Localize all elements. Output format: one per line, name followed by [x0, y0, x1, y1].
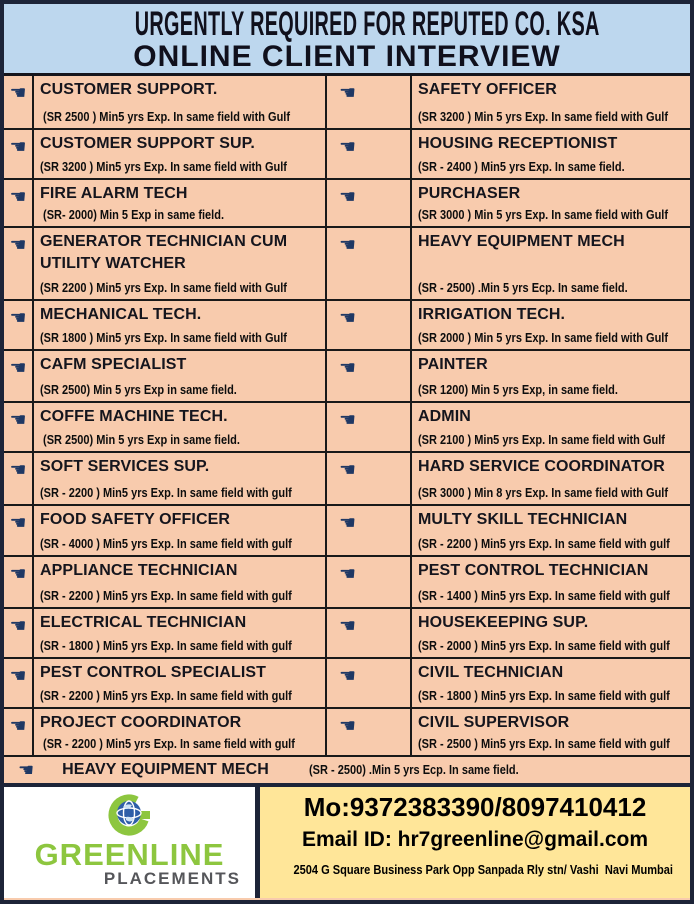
hand-pointer-icon: ☚ [339, 187, 357, 208]
pointer-cell [327, 228, 412, 299]
job-detail: (SR - 2200 ) Min5 yrs Exp. In same field with gulf [40, 589, 292, 603]
hand-pointer-icon: ☚ [339, 308, 357, 329]
job-cell-left [34, 709, 327, 755]
job-cell-right [412, 130, 690, 178]
job-title: CUSTOMER SUPPORT. [40, 81, 218, 98]
poster-header [4, 4, 690, 76]
pointer-cell [327, 351, 412, 401]
hand-pointer-icon: ☚ [339, 616, 357, 637]
job-title: HEAVY EQUIPMENT MECH [418, 233, 625, 250]
pointer-cell [327, 130, 412, 178]
brand-subtitle: PLACEMENTS [103, 869, 241, 888]
job-row [4, 130, 690, 180]
job-detail: (SR 3200 ) Min 5 yrs Exp. In same field with Gulf [418, 110, 669, 124]
job-cell-left [34, 180, 327, 226]
hand-pointer-icon: ☚ [9, 460, 27, 481]
job-title: PEST CONTROL TECHNICIAN [418, 562, 649, 579]
job-title: FIRE ALARM TECH [40, 185, 188, 202]
job-cell-left [34, 351, 327, 401]
hand-pointer-icon: ☚ [9, 83, 27, 104]
hand-pointer-icon: ☚ [9, 410, 27, 431]
pointer-cell [4, 453, 34, 504]
job-detail: (SR - 1400 ) Min5 yrs Exp. In same field with gulf [418, 589, 670, 603]
job-title: CAFM SPECIALIST [40, 356, 187, 373]
pointer-cell [4, 609, 34, 657]
job-detail: (SR - 4000 ) Min5 yrs Exp. In same field with gulf [40, 537, 292, 551]
job-cell-right [412, 301, 690, 349]
job-row [4, 609, 690, 659]
job-detail: (SR - 2200 ) Min5 yrs Exp. In same field with gulf [40, 737, 295, 751]
pointer-cell [4, 228, 34, 299]
pointer-cell [327, 453, 412, 504]
hand-pointer-icon: ☚ [9, 235, 27, 256]
job-title: MULTY SKILL TECHNICIAN [418, 511, 628, 528]
job-detail: (SR - 2200 ) Min5 yrs Exp. In same field with gulf [40, 486, 292, 500]
pointer-cell [4, 709, 34, 755]
job-cell-left [34, 506, 327, 555]
job-title: MECHANICAL TECH. [40, 306, 202, 323]
header-line2-text: ONLINE CLIENT INTERVIEW [133, 40, 561, 73]
hand-pointer-icon: ☚ [9, 616, 27, 637]
hand-pointer-icon: ☚ [9, 666, 27, 687]
job-detail: (SR 2100 ) Min5 yrs Exp. In same field with Gulf [418, 433, 665, 447]
job-title: PROJECT COORDINATOR [40, 714, 242, 731]
job-detail: (SR - 2500) .Min 5 yrs Ecp. In same field. [418, 281, 628, 295]
pointer-cell [4, 130, 34, 178]
bottom-job-detail: (SR - 2500) .Min 5 yrs Ecp. In same field. [308, 762, 519, 777]
job-detail: (SR 1800 ) Min5 yrs Exp. In same field with Gulf [40, 331, 287, 345]
job-title: APPLIANCE TECHNICIAN [40, 562, 238, 579]
pointer-cell [4, 180, 34, 226]
hand-pointer-icon: ☚ [9, 513, 27, 534]
hand-pointer-icon: ☚ [18, 759, 35, 780]
pointer-cell [327, 557, 412, 607]
job-row [4, 228, 690, 301]
job-title: SOFT SERVICES SUP. [40, 458, 210, 475]
job-title: CUSTOMER SUPPORT SUP. [40, 135, 255, 152]
job-row [4, 453, 690, 506]
pointer-cell [327, 506, 412, 555]
greenline-logo [4, 787, 260, 898]
job-title: COFFE MACHINE TECH. [40, 408, 228, 425]
job-detail: (SR 3000 ) Min 8 yrs Exp. In same field with Gulf [418, 486, 669, 500]
address-line [260, 861, 690, 879]
hand-pointer-icon: ☚ [339, 460, 357, 481]
job-detail: (SR - 2400 ) Min5 yrs Exp. In same field. [418, 160, 625, 174]
pointer-cell [327, 403, 412, 451]
job-cell-left [34, 130, 327, 178]
mobile-numbers: Mo:9372383390/8097410412 [303, 792, 647, 822]
header-line2 [4, 40, 690, 74]
job-title: IRRIGATION TECH. [418, 306, 566, 323]
hand-pointer-icon: ☚ [339, 564, 357, 585]
address-text: 2504 G Square Business Park Opp Sanpada Rly stn/ Vashi Navi Mumbai [293, 862, 674, 877]
pointer-cell [327, 709, 412, 755]
hand-pointer-icon: ☚ [339, 716, 357, 737]
job-detail: (SR- 2000) Min 5 Exp in same field. [40, 208, 225, 222]
pointer-cell [4, 403, 34, 451]
job-row [4, 709, 690, 757]
header-line1-text: URGENTLY REQUIRED FOR REPUTED CO. KSA [134, 4, 600, 43]
hand-pointer-icon: ☚ [339, 235, 357, 256]
globe-g-logo-icon [103, 790, 157, 840]
hand-pointer-icon: ☚ [339, 513, 357, 534]
hand-pointer-icon: ☚ [9, 564, 27, 585]
pointer-cell [327, 180, 412, 226]
job-cell-right [412, 351, 690, 401]
hand-pointer-icon: ☚ [339, 358, 357, 379]
job-title: ELECTRICAL TECHNICIAN [40, 614, 247, 631]
job-detail: (SR - 2200 ) Min5 yrs Exp. In same field with gulf [40, 689, 292, 703]
job-title: HOUSING RECEPTIONIST [418, 135, 618, 152]
job-title: CIVIL TECHNICIAN [418, 664, 564, 681]
job-title: PEST CONTROL SPECIALIST [40, 664, 267, 681]
job-detail: (SR - 1800 ) Min5 yrs Exp. In same field with gulf [418, 689, 670, 703]
pointer-cell [4, 76, 34, 128]
contact-panel [260, 787, 690, 898]
job-detail: (SR - 2200 ) Min5 yrs Exp. In same field with gulf [418, 537, 670, 551]
job-title: HARD SERVICE COORDINATOR [418, 458, 665, 475]
job-title: FOOD SAFETY OFFICER [40, 511, 231, 528]
pointer-cell [327, 659, 412, 707]
brand-name: GREENLINE [34, 837, 225, 872]
job-title: ADMIN [418, 408, 471, 425]
pointer-cell [327, 609, 412, 657]
pointer-cell [4, 557, 34, 607]
job-cell-left [34, 76, 327, 128]
pointer-cell [4, 659, 34, 707]
hand-pointer-icon: ☚ [9, 358, 27, 379]
pointer-cell [4, 506, 34, 555]
job-cell-left [34, 403, 327, 451]
job-row [4, 557, 690, 609]
job-row [4, 506, 690, 557]
job-detail: (SR 2000 ) Min 5 yrs Exp. In same field with Gulf [418, 331, 669, 345]
job-detail: (SR - 2500 ) Min5 yrs Exp. In same field with gulf [418, 737, 670, 751]
pointer-cell [327, 76, 412, 128]
header-line1 [4, 6, 690, 42]
job-detail: (SR 2500) Min 5 yrs Exp in same field. [40, 433, 240, 447]
hand-pointer-icon: ☚ [9, 187, 27, 208]
job-cell-left [34, 609, 327, 657]
job-cell-right [412, 709, 690, 755]
job-title: HOUSEKEEPING SUP. [418, 614, 589, 631]
bottom-job-row [4, 757, 690, 787]
hand-pointer-icon: ☚ [9, 716, 27, 737]
job-row [4, 351, 690, 403]
job-row [4, 659, 690, 709]
hand-pointer-icon: ☚ [9, 308, 27, 329]
job-row [4, 180, 690, 228]
job-title: GENERATOR TECHNICIAN CUM UTILITY WATCHER [40, 233, 288, 272]
job-row [4, 301, 690, 351]
poster-footer [4, 787, 690, 898]
job-cell-right [412, 609, 690, 657]
hand-pointer-icon: ☚ [9, 137, 27, 158]
hand-pointer-icon: ☚ [339, 666, 357, 687]
job-cell-right [412, 557, 690, 607]
job-row [4, 403, 690, 453]
jobs-table [4, 76, 690, 757]
job-title: CIVIL SUPERVISOR [418, 714, 570, 731]
job-cell-left [34, 557, 327, 607]
job-cell-left [34, 301, 327, 349]
job-cell-left [34, 659, 327, 707]
job-detail: (SR - 2000 ) Min5 yrs Exp. In same field with gulf [418, 639, 670, 653]
job-detail: (SR 3000 ) Min 5 yrs Exp. In same field with Gulf [418, 208, 669, 222]
pointer-cell [327, 301, 412, 349]
bottom-job-title: HEAVY EQUIPMENT MECH [62, 761, 269, 778]
job-cell-left [34, 228, 327, 299]
job-title: SAFETY OFFICER [418, 81, 557, 98]
job-detail: (SR 2500 ) Min5 yrs Exp. In same field with Gulf [40, 110, 291, 124]
pointer-cell [4, 301, 34, 349]
job-title: PAINTER [418, 356, 488, 373]
hand-pointer-icon: ☚ [339, 410, 357, 431]
job-cell-right [412, 403, 690, 451]
pointer-cell [4, 351, 34, 401]
job-detail: (SR 3200 ) Min5 yrs Exp. In same field with Gulf [40, 160, 287, 174]
job-cell-right [412, 180, 690, 226]
job-cell-right [412, 228, 690, 299]
job-cell-right [412, 76, 690, 128]
job-detail: (SR 2500) Min 5 yrs Exp in same field. [40, 383, 237, 397]
job-cell-right [412, 453, 690, 504]
job-cell-right [412, 506, 690, 555]
hand-pointer-icon: ☚ [339, 137, 357, 158]
job-detail: (SR 2200 ) Min5 yrs Exp. In same field with Gulf [40, 281, 287, 295]
email-id: Email ID: hr7greenline@gmail.com [301, 828, 649, 851]
hand-pointer-icon: ☚ [339, 83, 357, 104]
job-cell-left [34, 453, 327, 504]
job-title: PURCHASER [418, 185, 521, 202]
job-row [4, 76, 690, 130]
job-detail: (SR 1200) Min 5 yrs Exp, in same field. [418, 383, 618, 397]
job-detail: (SR - 1800 ) Min5 yrs Exp. In same field with gulf [40, 639, 292, 653]
job-cell-right [412, 659, 690, 707]
